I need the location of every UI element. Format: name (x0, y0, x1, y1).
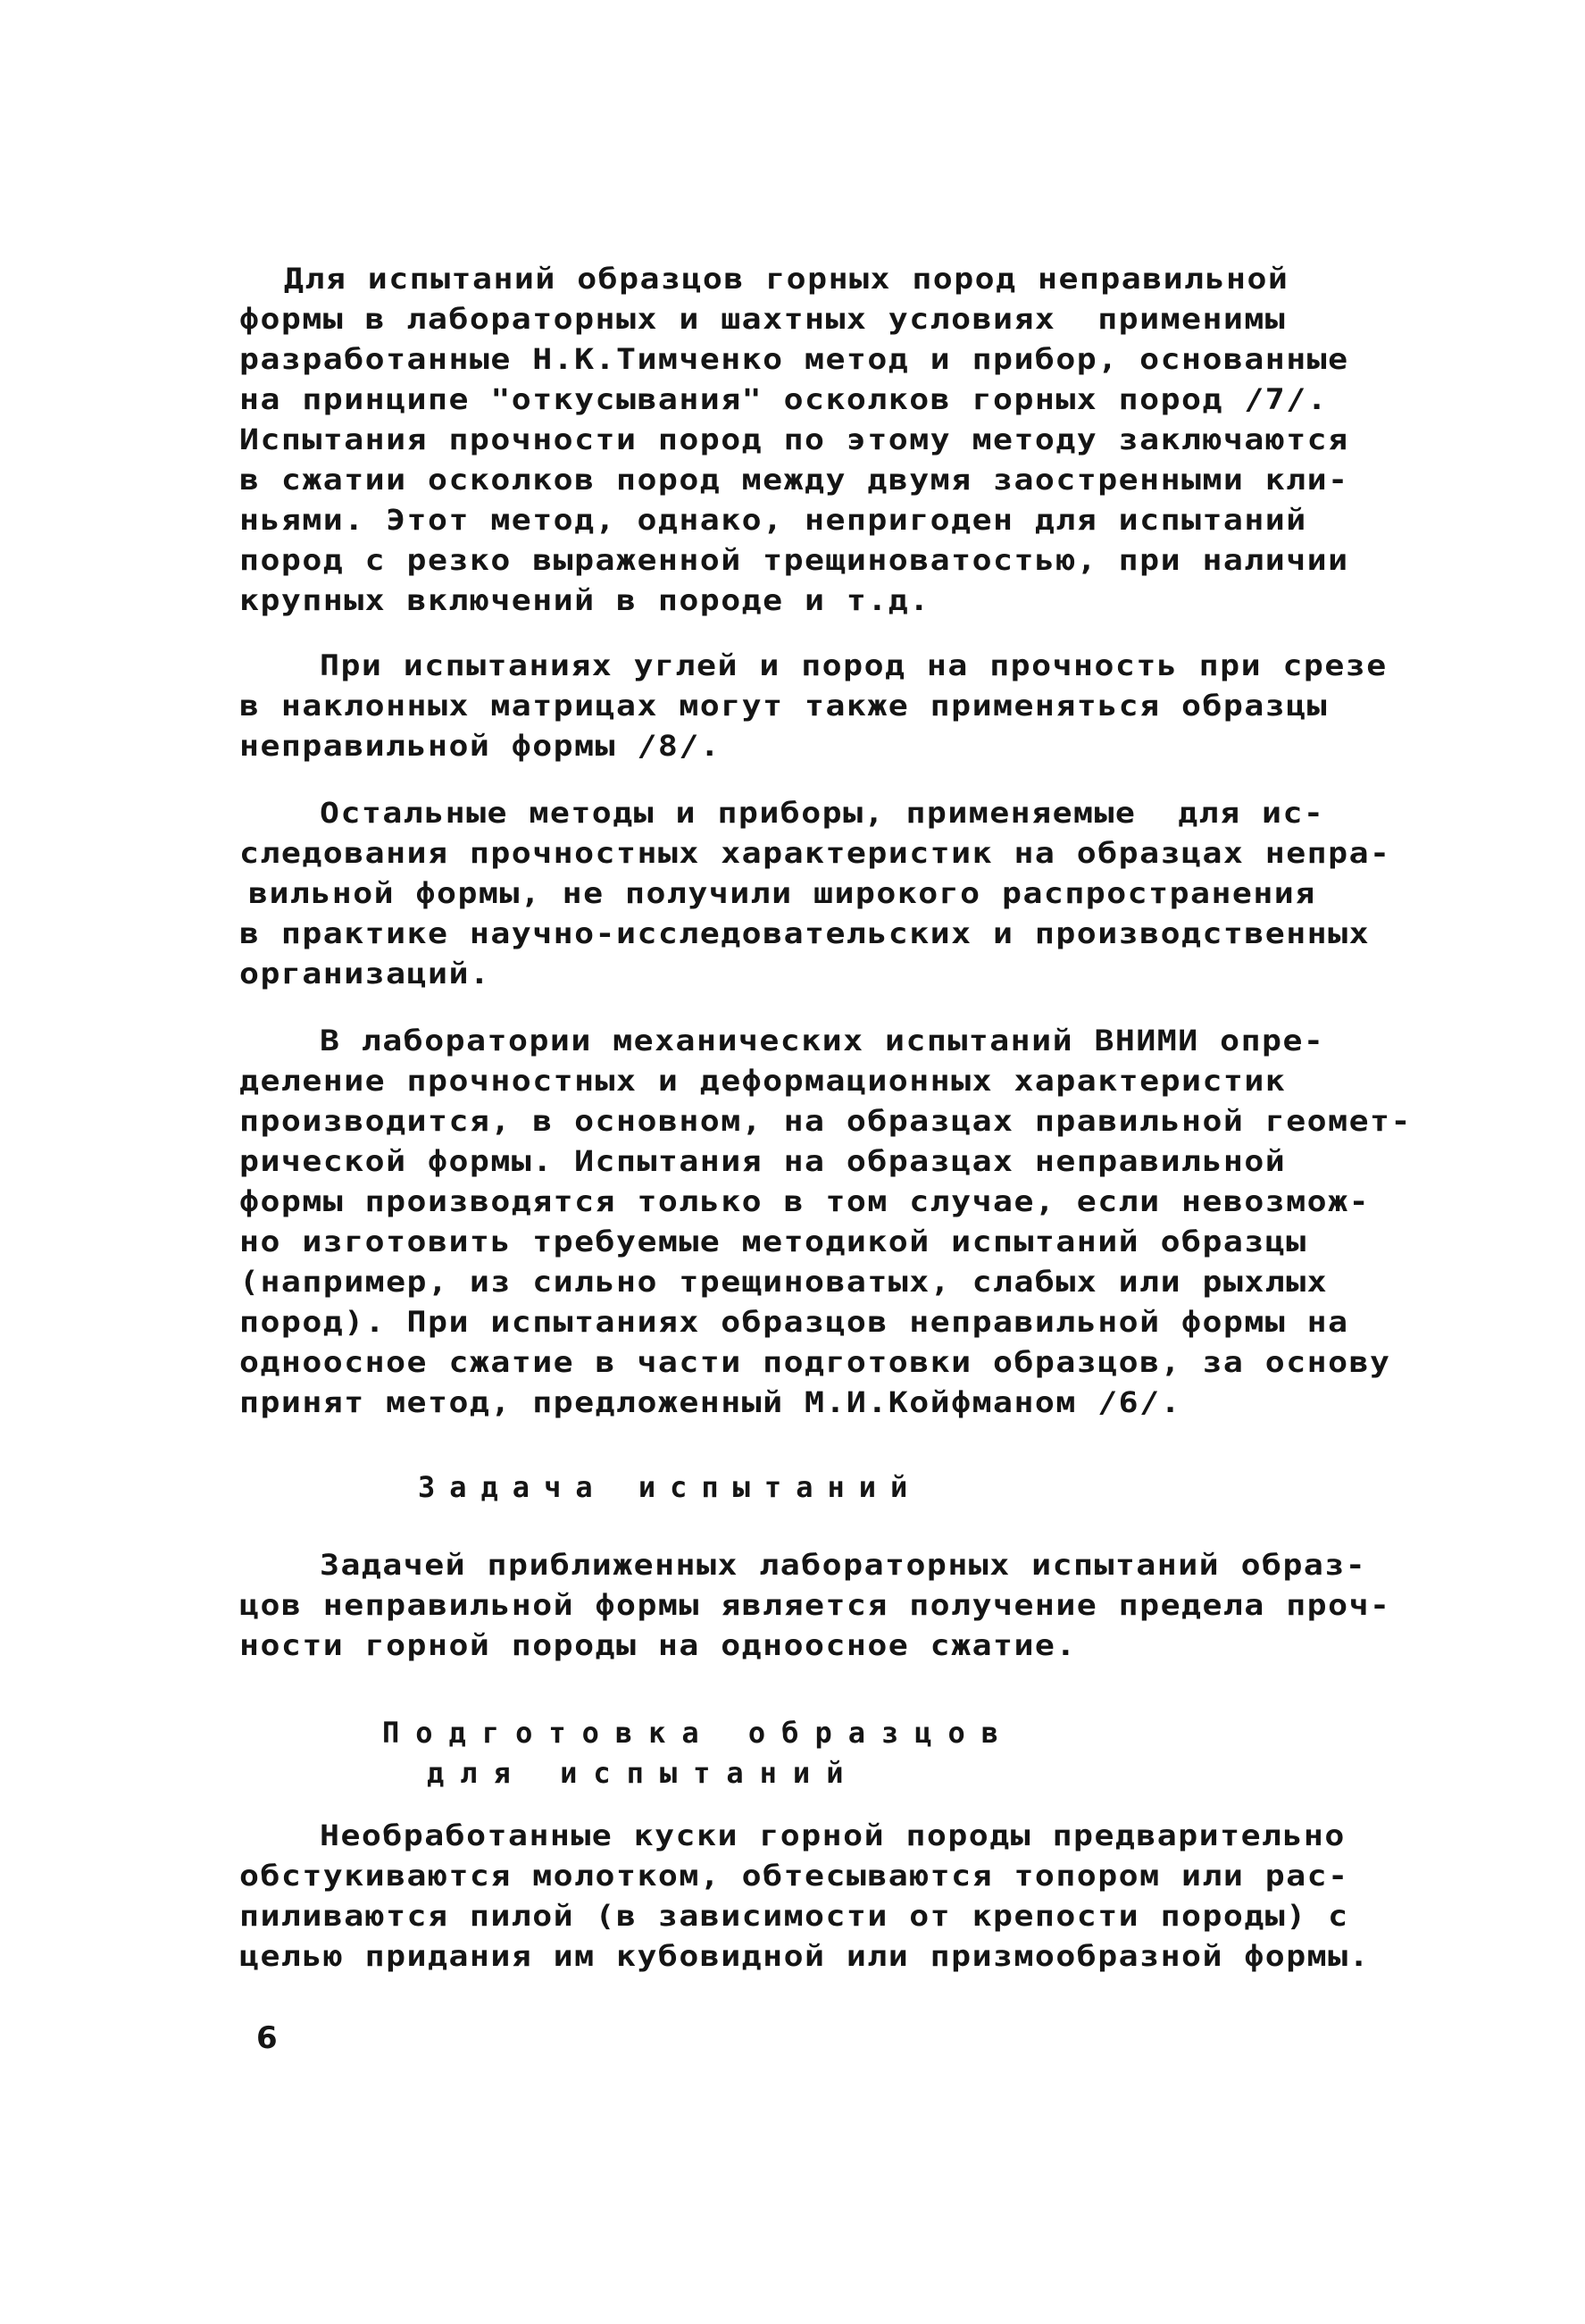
text-line: Необработанные куски горной породы предварительно (320, 1818, 1346, 1852)
text-line: рической формы. Испытания на образцах неправильной (239, 1144, 1287, 1178)
text-line: формы производятся только в том случае, если невозмож- (239, 1184, 1371, 1218)
text-line: обстукиваются молотком, обтесываются топором или рас- (239, 1859, 1349, 1893)
text-line: принят метод, предложенный М.И.Койфманом /6/. (239, 1385, 1182, 1419)
text-line: неправильной формы /8/. (239, 729, 722, 763)
text-line: Для испытаний образцов горных пород неправильной (284, 262, 1289, 296)
text-line: Задачей приближенных лабораторных испытаний образ- (320, 1548, 1367, 1582)
text-line: пород). При испытаниях образцов неправильной формы на (239, 1305, 1349, 1339)
text-line: следования прочностных характеристик на образцах непра- (239, 836, 1391, 870)
text-line: вильной формы, не получили широкого распространения (248, 876, 1316, 910)
text-line: организаций. (239, 957, 491, 991)
text-line: в сжатии осколков пород между двумя заостренными кли- (239, 463, 1349, 497)
text-line: в наклонных матрицах могут также применяться образцы (239, 689, 1329, 723)
text-line: в практике научно-исследовательских и производственных (239, 916, 1371, 950)
text-line: но изготовить требуемые методикой испытаний образцы (239, 1225, 1307, 1258)
text-line: цов неправильной формы является получение предела проч- (239, 1588, 1391, 1622)
text-line: производится, в основном, на образцах правильной геомет- (239, 1104, 1412, 1138)
section-heading-preparation-line2: для испытаний (427, 1756, 860, 1790)
text-line: одноосное сжатие в части подготовки образцов, за основу (239, 1345, 1391, 1379)
text-line: Остальные методы и приборы, применяемые для ис- (320, 796, 1325, 830)
text-line: крупных включений в породе и т.д. (239, 583, 930, 617)
text-line: пород с резко выраженной трещиноватостью, при наличии (239, 543, 1349, 577)
text-line: разработанные Н.К.Тимченко метод и прибор, основанные (239, 342, 1349, 376)
text-line: целью придания им кубовидной или призмообразной формы. (239, 1939, 1371, 1973)
page-number: 6 (256, 2020, 278, 2056)
section-heading-preparation: Подготовка образцов (382, 1716, 1015, 1750)
text-line: В лаборатории механических испытаний ВНИМИ опре- (320, 1024, 1325, 1058)
text-line: на принципе "откусывания" осколков горных пород /7/. (239, 382, 1329, 416)
text-line: Испытания прочности пород по этому методу заключаются (239, 422, 1349, 456)
text-line: деление прочностных и деформационных характеристик (239, 1064, 1287, 1098)
section-heading-task: Задача испытаний (418, 1470, 922, 1504)
text-line: формы в лабораторных и шахтных условиях применимы (239, 302, 1287, 336)
text-line: При испытаниях углей и пород на прочность при срезе (320, 648, 1388, 682)
text-line: ньями. Этот метод, однако, непригоден для испытаний (239, 503, 1307, 537)
text-line: пиливаются пилой (в зависимости от крепости породы) с (239, 1899, 1349, 1933)
text-line: (например, из сильно трещиноватых, слабых или рыхлых (239, 1265, 1329, 1299)
text-line: ности горной породы на одноосное сжатие. (239, 1628, 1077, 1662)
